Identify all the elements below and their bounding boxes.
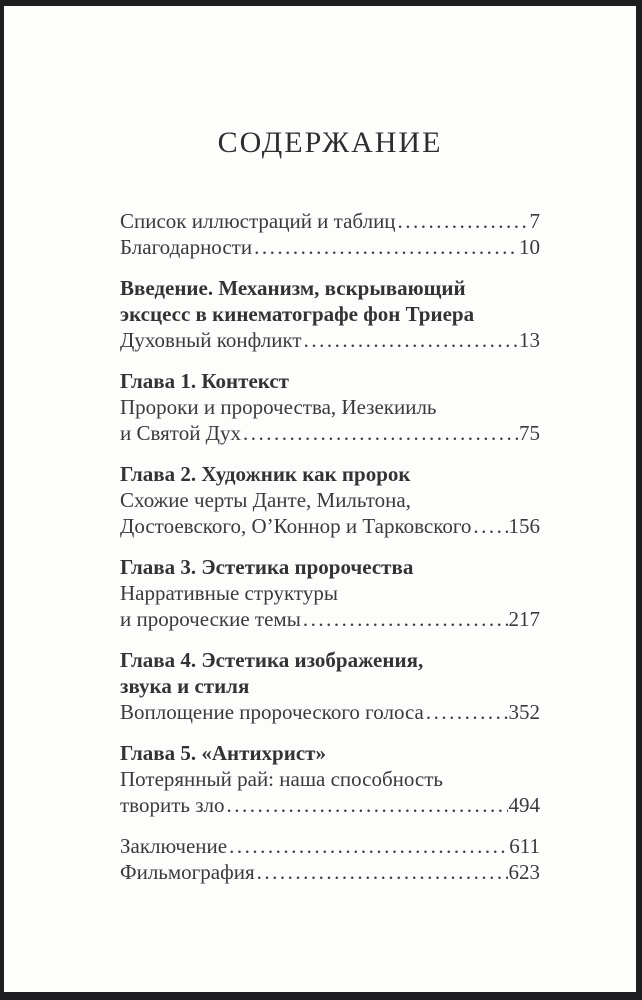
dot-leader xyxy=(254,234,518,260)
toc-entry-line xyxy=(120,606,540,632)
page-number: 10 xyxy=(519,235,540,259)
toc-heading-line xyxy=(120,461,540,487)
page-number: 217 xyxy=(508,607,540,631)
toc-entry-text: и Святой Дух xyxy=(120,421,242,445)
dot-leader xyxy=(304,327,518,353)
toc-entry-text: Потерянный рай: наша способность xyxy=(120,767,443,791)
toc-block xyxy=(120,647,540,725)
toc-entry-text: Духовный конфликт xyxy=(120,328,302,352)
page-number: 13 xyxy=(519,328,540,352)
toc-entry-text: Воплощение пророческого голоса xyxy=(120,700,424,724)
toc-entry-text: Достоевского, О’Коннор и Тарковского xyxy=(120,514,472,538)
toc-entry-text: Глава 5. «Антихрист» xyxy=(120,741,326,765)
toc-entry-line xyxy=(120,234,540,260)
dot-leader xyxy=(257,859,508,885)
toc-entry-text: Глава 3. Эстетика пророчества xyxy=(120,555,414,579)
dot-leader xyxy=(303,606,508,632)
toc-entry-text: Фильмография xyxy=(120,860,255,884)
toc-entry-line xyxy=(120,833,540,859)
page-number: 494 xyxy=(508,793,540,817)
dot-leader xyxy=(426,699,508,725)
toc-block xyxy=(120,368,540,446)
toc-entry-line xyxy=(120,394,540,420)
toc-block xyxy=(120,833,540,885)
toc-heading-line xyxy=(120,301,540,327)
toc-entry-line xyxy=(120,766,540,792)
toc-entry-line xyxy=(120,699,540,725)
toc-entry-text: творить зло xyxy=(120,793,225,817)
toc-entry-line xyxy=(120,327,540,353)
toc-entry-line xyxy=(120,513,540,539)
page-number: 611 xyxy=(509,834,540,858)
toc-heading-line xyxy=(120,673,540,699)
toc-entry-text: звука и стиля xyxy=(120,674,250,698)
toc-entry-text: Глава 1. Контекст xyxy=(120,369,289,393)
toc-entry-text: Схожие черты Данте, Мильтона, xyxy=(120,488,411,512)
toc-entry-text: Введение. Механизм, вскрывающий xyxy=(120,276,466,300)
toc-entry-text: Благодарности xyxy=(120,235,253,259)
toc-entry-text: Список иллюстраций и таблиц xyxy=(120,209,396,233)
dot-leader xyxy=(229,833,508,859)
toc-entry-line xyxy=(120,208,540,234)
toc-heading-line xyxy=(120,275,540,301)
dot-leader xyxy=(398,208,529,234)
toc-block xyxy=(120,554,540,632)
toc-heading-line xyxy=(120,740,540,766)
toc-heading-line xyxy=(120,647,540,673)
page-number: 352 xyxy=(508,700,540,724)
toc-entry-text: Заключение xyxy=(120,834,228,858)
toc-entry-line xyxy=(120,792,540,818)
toc-entry-text: Глава 4. Эстетика изображения, xyxy=(120,648,424,672)
toc-list xyxy=(120,208,540,885)
toc-entry-text: Пророки и пророчества, Иезекииль xyxy=(120,395,437,419)
dot-leader xyxy=(473,513,507,539)
book-page xyxy=(4,6,636,992)
toc-heading-line xyxy=(120,368,540,394)
page-title: СОДЕРЖАНИЕ xyxy=(217,126,443,159)
toc-entry-line xyxy=(120,580,540,606)
page-number: 7 xyxy=(529,209,540,233)
page-number: 623 xyxy=(508,860,540,884)
toc-entry-text: эксцесс в кинематографе фон Триера xyxy=(120,302,475,326)
toc-content xyxy=(120,6,540,885)
toc-block xyxy=(120,208,540,260)
toc-entry-line xyxy=(120,487,540,513)
dot-leader xyxy=(243,420,518,446)
toc-entry-line xyxy=(120,420,540,446)
toc-block xyxy=(120,275,540,353)
toc-entry-text: и пророческие темы xyxy=(120,607,301,631)
toc-block xyxy=(120,461,540,539)
toc-heading-line xyxy=(120,554,540,580)
page-number: 156 xyxy=(508,514,540,538)
toc-entry-text: Глава 2. Художник как пророк xyxy=(120,462,411,486)
dot-leader xyxy=(226,792,507,818)
toc-entry-text: Нарративные структуры xyxy=(120,581,338,605)
toc-entry-line xyxy=(120,859,540,885)
toc-block xyxy=(120,740,540,818)
page-number: 75 xyxy=(519,421,540,445)
